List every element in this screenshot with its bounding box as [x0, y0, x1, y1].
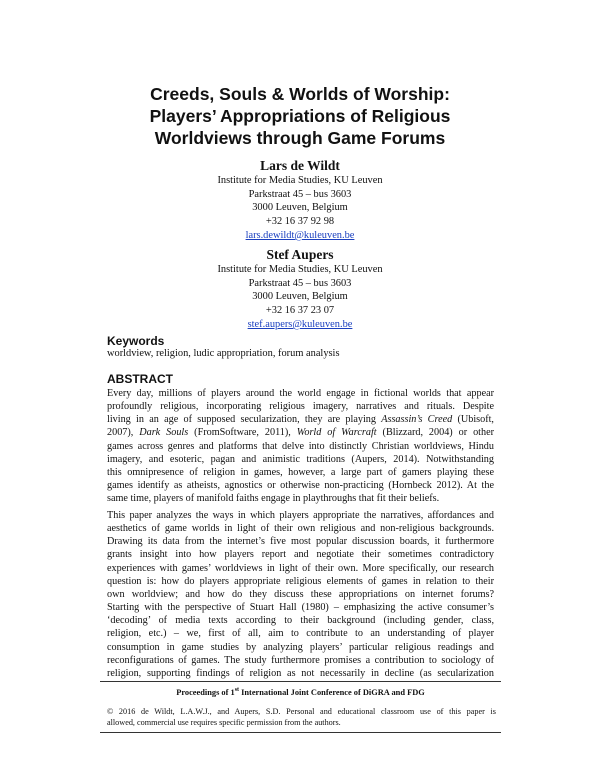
paragraph-line: Every day, millions of players around the world engage in fictional worlds that appear [107, 388, 494, 399]
paragraph-line: games across genres and platforms that delve into distinctly Christian worldviews, Hindu [107, 440, 494, 452]
abstract-heading: ABSTRACT [107, 372, 173, 386]
author-street: Parkstraat 45 – bus 3603 [248, 188, 352, 200]
paragraph-line: religion, supporting findings of religion as not necessarily in decline (as secularization [107, 667, 494, 679]
paragraph-line: aesthetics of game worlds in light of their own religious and non-religious backgrounds. [107, 523, 494, 535]
paragraph-line: question is: how do players appropriate religious elements of games in relation to their [107, 575, 494, 587]
copyright-line: allowed, commercial use requires specific permission from the authors. [107, 718, 341, 727]
paragraph-line: Drawing its data from the internet’s five most popular discussion boards, it furthermore [107, 536, 494, 548]
paragraph-line: This paper analyzes the ways in which players appropriate the narratives, affordances and [107, 510, 494, 521]
paragraph-line: imagery, and esoteric, pagan and animistic traditions (Aupers, 2014). Notwithstanding [107, 453, 494, 465]
paragraph-line: games identify as atheists, agnostics or otherwise non-practicing (Hornbeck 2012). At the [107, 480, 494, 492]
abstract-paragraph [107, 387, 494, 505]
proceedings-heading-post: International Joint Conference of DiGRA and FDG [239, 687, 425, 697]
author-block [100, 246, 500, 332]
paragraph-line: living in an age of supposed secularization, they are playing Assassin’s Creed (Ubisoft, [107, 414, 494, 426]
keywords-text: worldview, religion, ludic appropriation, forum analysis [107, 348, 340, 359]
paper-title [60, 83, 540, 149]
author-email-link[interactable]: lars.dewildt@kuleuven.be [245, 229, 355, 241]
proceedings-heading [100, 687, 501, 697]
paragraph-line: 2007), Dark Souls (FromSoftware, 2011), World of Warcraft (Blizzard, 2004) or other [107, 427, 495, 439]
paragraph-line: own worldview; and how do they discuss these appropriations on internet forums? [107, 588, 494, 600]
paragraph-line: Starting with the perspective of Stuart Hall (1980) – emphasizing the active consumer’s [107, 602, 494, 614]
title-line: Worldviews through Game Forums [154, 128, 446, 148]
paragraph-line: ‘decoding’ of media texts according to their background (including gender, class, [107, 615, 494, 627]
author-city: 3000 Leuven, Belgium [252, 202, 348, 214]
author-name: Stef Aupers [266, 247, 334, 262]
keywords-heading: Keywords [107, 334, 165, 348]
copyright-line: © 2016 de Wildt, L.A.W.J., and Aupers, S.D. Personal and educational classroom use of this paper is [107, 707, 496, 716]
author-phone: +32 16 37 23 07 [265, 305, 335, 317]
paragraph-line: consumption in game studies by analyzing players’ particular religious readings and [107, 641, 494, 653]
proceedings-heading-pre: Proceedings of 1 [176, 687, 235, 697]
abstract-paragraph [107, 509, 494, 680]
paragraph-line: experiences with games’ worldviews in light of their own. More specifically, our research [107, 562, 494, 574]
author-name: Lars de Wildt [260, 158, 340, 173]
author-city: 3000 Leuven, Belgium [252, 291, 348, 303]
title-line: Creeds, Souls & Worlds of Worship: [150, 84, 450, 104]
author-block [100, 157, 500, 243]
author-email-link[interactable]: stef.aupers@kuleuven.be [247, 318, 353, 330]
title-line: Players’ Appropriations of Religious [149, 106, 451, 126]
paragraph-line: grants insight into how players report and negotiate their sometimes contradictory [107, 549, 494, 561]
author-institute: Institute for Media Studies, KU Leuven [217, 175, 383, 186]
paragraph-line: profoundly religious, incorporating religious imagery, narratives and rituals. Despite [107, 401, 494, 413]
proceedings-footer [100, 681, 501, 733]
ordinal-suffix: st [234, 687, 240, 693]
author-street: Parkstraat 45 – bus 3603 [248, 277, 352, 289]
author-phone: +32 16 37 92 98 [265, 216, 335, 228]
paragraph-line: religion, etc.) – we, first of all, aim to contribute to an understanding of player [107, 628, 494, 640]
author-institute: Institute for Media Studies, KU Leuven [217, 264, 383, 275]
paragraph-line: this omnipresence of religion in games, however, a large part of gamers playing these [107, 466, 494, 478]
copyright-notice [107, 706, 496, 728]
paragraph-line: reconfigurations of games. The study furthermore promises a contribution to sociology of [107, 654, 494, 666]
paragraph-line: same time, players of manifold faiths engage in playthroughs that fit their beliefs. [107, 493, 440, 505]
